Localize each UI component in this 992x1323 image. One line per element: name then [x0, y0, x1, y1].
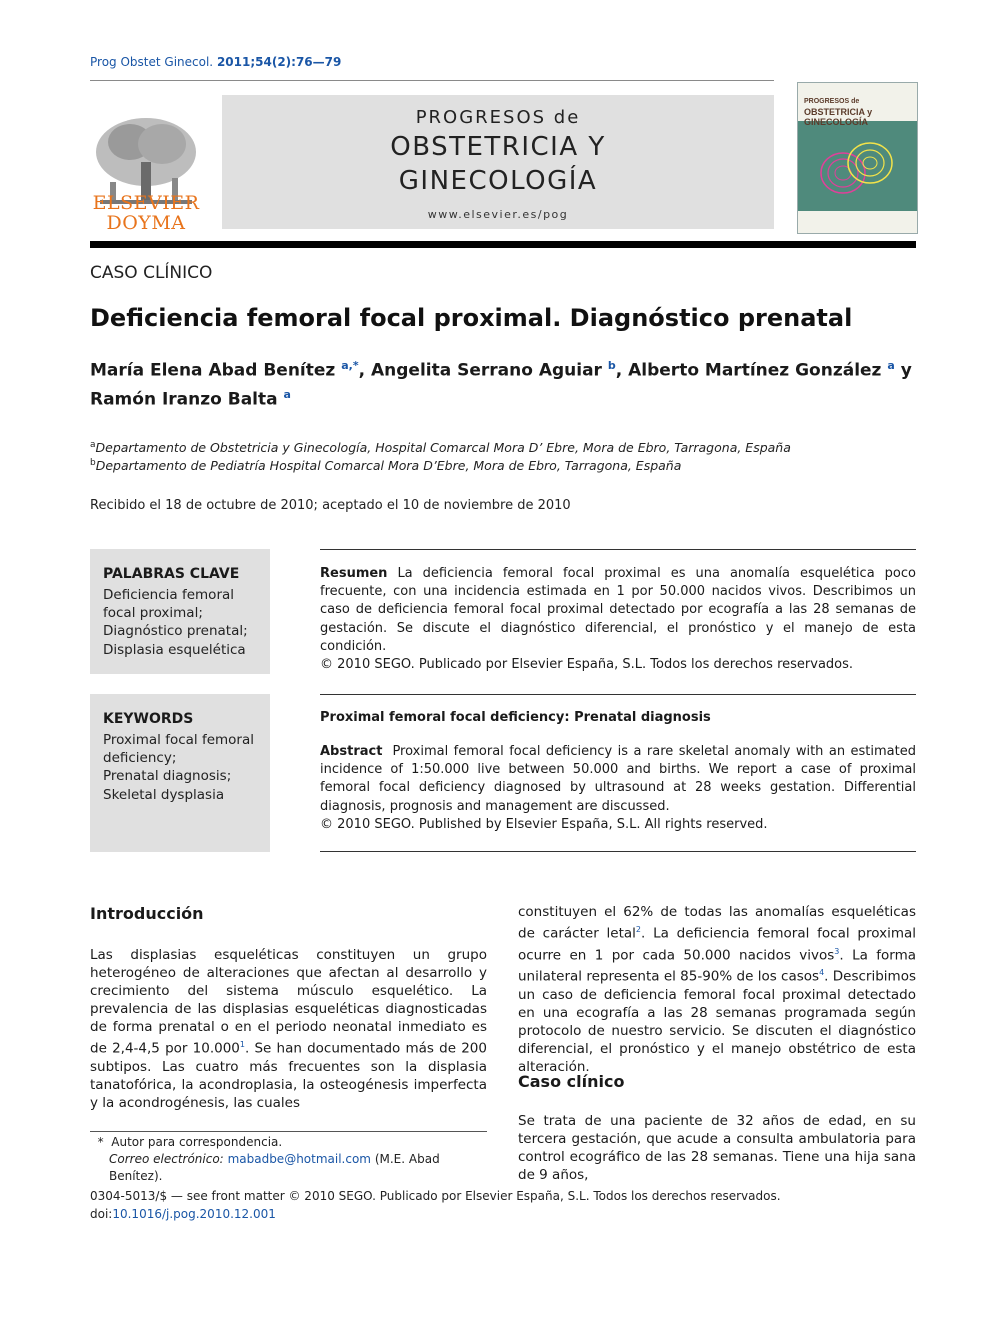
reference-link[interactable]: 2 [635, 925, 642, 935]
journal-masthead [222, 95, 774, 229]
email-owner: (M.E. Abad Benítez). [109, 1152, 440, 1183]
issn-line: 0304-5013/$ — see front matter © 2010 SEGO. Publicado por Elsevier España, S.L. Todos los derechos reservados. [90, 1189, 781, 1203]
keywords-en-heading: KEYWORDS [103, 711, 194, 727]
author-separator: , [615, 360, 629, 381]
author-affil-mark[interactable]: a [887, 359, 895, 372]
masthead-line2: OBSTETRICIA Y [390, 132, 606, 162]
author-affil-mark[interactable]: a,* [341, 359, 359, 372]
doi-label: doi: [90, 1207, 113, 1221]
doi-link[interactable]: 10.1016/j.pog.2010.12.001 [112, 1207, 276, 1221]
keywords-es-box [90, 549, 270, 674]
email-link[interactable]: mabadbe@hotmail.com [227, 1152, 371, 1166]
author-separator: y [894, 360, 912, 381]
affiliation-mark: a [90, 440, 96, 450]
publisher-logo-text [90, 193, 202, 233]
masthead-url[interactable]: www.elsevier.es/pog [427, 208, 569, 221]
masthead-line1: PROGRESOS de [415, 107, 581, 128]
intro-text: Las displasias esqueléticas constituyen un grupo heterogéneo de alteraciones que afectan al desarrollo y crecimiento del sistema músculo esquelético. La prevalencia de las displasias esqueléticas diagnosticadas de forma prenatal o en el periodo neonatal inmediato es de 2,4-4,5 por 10.000 [90, 947, 487, 1057]
received-dates: Recibido el 18 de octubre de 2010; aceptado el 10 de noviembre de 2010 [90, 498, 571, 513]
publisher-name-line1: ELSEVIER [92, 192, 200, 214]
cover-title-line3: GINECOLOGÍA [804, 117, 869, 127]
resumen-text: La deficiencia femoral focal proximal es una anomalía esquelética poco frecuente, con una incidencia estimada en 1 por 50.000 nacidos vivos. Describimos un caso de deficiencia femoral focal proximal detectado por ecografía a las 28 semanas de gestación. Se discute el diagnóstico diferencial, el pronóstico y el manejo de esta condición. [320, 566, 916, 654]
cover-title-line2: OBSTETRICIA y [804, 107, 873, 117]
author-name: Angelita Serrano Aguiar [370, 360, 602, 381]
intro-text: . Describimos un caso de deficiencia femoral focal proximal detectado en una ecografía a las 28 semanas programada según protocolo de nuestro servicio. Se discuten el diagnóstico diferencial, el pronóstico y el manejo obstétrico de esta alteración. [518, 968, 916, 1076]
intro-heading: Introducción [90, 904, 204, 923]
intro-text: constituyen el 62% de todas las anomalías esqueléticas de carácter letal [518, 904, 916, 942]
author-affil-mark[interactable]: b [607, 359, 616, 372]
header-thick-rule [90, 241, 916, 248]
reference-link[interactable]: 3 [834, 946, 840, 956]
footnote-rule [90, 1131, 487, 1132]
resumen-copyright: © 2010 SEGO. Publicado por Elsevier España, S.L. Todos los derechos reservados. [320, 657, 854, 673]
author-list [90, 354, 916, 411]
keyword-item: Skeletal dysplasia [103, 786, 225, 803]
publisher-name-line2: DOYMA [106, 212, 186, 234]
footnote-text: Autor para correspondencia. [111, 1135, 283, 1149]
case-paragraph: Se trata de una paciente de 32 años de edad, en su tercera gestación, que acude a consulta ambulatoria para control ecográfico de las 28 semanas. Tiene una hija sana de 9 años, [518, 1113, 916, 1184]
author-name: Ramón Iranzo Balta [90, 389, 278, 410]
abstract-block [320, 743, 916, 834]
section-type: CASO CLÍNICO [90, 263, 213, 283]
reference-link[interactable]: 1 [239, 1040, 245, 1050]
intro-paragraph [90, 946, 487, 1112]
intro-paragraph-continued [518, 903, 916, 1076]
abstract-top-rule [320, 694, 916, 695]
cover-art-icon [798, 133, 917, 211]
journal-cover [797, 82, 918, 234]
keyword-item: Prenatal diagnosis; [103, 768, 232, 785]
resumen-top-rule [320, 549, 916, 550]
resumen-label: Resumen [320, 566, 388, 581]
email-label: Correo electrónico: [109, 1152, 224, 1166]
keywords-en-list [103, 731, 263, 804]
citation-ref[interactable]: 2011;54(2):76—79 [216, 55, 342, 69]
case-heading: Caso clínico [518, 1072, 625, 1091]
keyword-item: Proximal focal femoral deficiency; [103, 732, 254, 767]
affiliation [90, 458, 916, 473]
keyword-item: Deficiencia femoral focal proximal; [103, 587, 235, 622]
intro-text: . La deficiencia femoral focal proximal ocurre en 1 por cada 50.000 nacidos vivos [518, 925, 916, 964]
abstract-copyright: © 2010 SEGO. Published by Elsevier España, S.L. All rights reserved. [320, 816, 768, 832]
abstract-text: Proximal femoral focal deficiency is a rare skeletal anomaly with an estimated incidence of 1:50.000 live between 50.000 and births. We report a case of proximal femoral focal deficiency diagnosed by ultrasound at 28 weeks gestation. Differential diagnosis, prognosis and management are discussed. [320, 744, 916, 814]
article-title: Deficiencia femoral focal proximal. Diagnóstico prenatal [90, 304, 853, 332]
author-name: María Elena Abad Benítez [90, 360, 336, 381]
abstract-label: Abstract [320, 744, 383, 759]
citation-journal[interactable]: Prog Obstet Ginecol. [90, 55, 214, 69]
affiliation-mark: b [90, 458, 96, 468]
affiliation [90, 440, 916, 455]
footnote-email-line [90, 1151, 487, 1185]
journal-citation[interactable] [90, 55, 341, 69]
cover-footer [798, 211, 917, 233]
footnote-marker: * [97, 1135, 104, 1149]
footnote-line [90, 1134, 487, 1151]
resumen-block [320, 565, 916, 674]
keywords-en-box [90, 694, 270, 852]
page-footer [90, 1187, 916, 1223]
keyword-item: Diagnóstico prenatal; [103, 623, 248, 640]
reference-link[interactable]: 4 [819, 968, 825, 978]
author-separator: , [358, 360, 371, 381]
keywords-es-heading: PALABRAS CLAVE [103, 566, 240, 582]
affiliation-text: Departamento de Obstetricia y Ginecología, Hospital Comarcal Mora D’ Ebre, Mora de Ebro, Tarragona, España [95, 440, 791, 456]
corresponding-author-footnote [90, 1134, 487, 1185]
cover-title [804, 97, 914, 127]
affiliation-text: Departamento de Pediatría Hospital Comarcal Mora D’Ebre, Mora de Ebro, Tarragona, España [95, 458, 682, 474]
header-rule [90, 80, 774, 81]
intro-text: . La forma unilateral representa el 85-90% de los casos [518, 947, 916, 985]
keywords-es-list [103, 586, 263, 659]
english-title: Proximal femoral focal deficiency: Prenatal diagnosis [320, 710, 711, 725]
intro-text: . Se han documentado más de 200 subtipos. Las cuatro más frecuentes son la displasia tanatofórica, la acondroplasia, la osteogénesis imperfecta y la acondrogénesis, las cuales [90, 1040, 487, 1112]
keyword-item: Displasia esquelética [103, 641, 246, 658]
author-name: Alberto Martínez González [628, 360, 882, 381]
author-affil-mark[interactable]: a [283, 387, 291, 401]
masthead-line3: GINECOLOGÍA [398, 166, 598, 196]
doi-line [90, 1205, 916, 1223]
cover-title-line1: PROGRESOS de [804, 98, 860, 105]
abstract-bottom-rule [320, 851, 916, 852]
